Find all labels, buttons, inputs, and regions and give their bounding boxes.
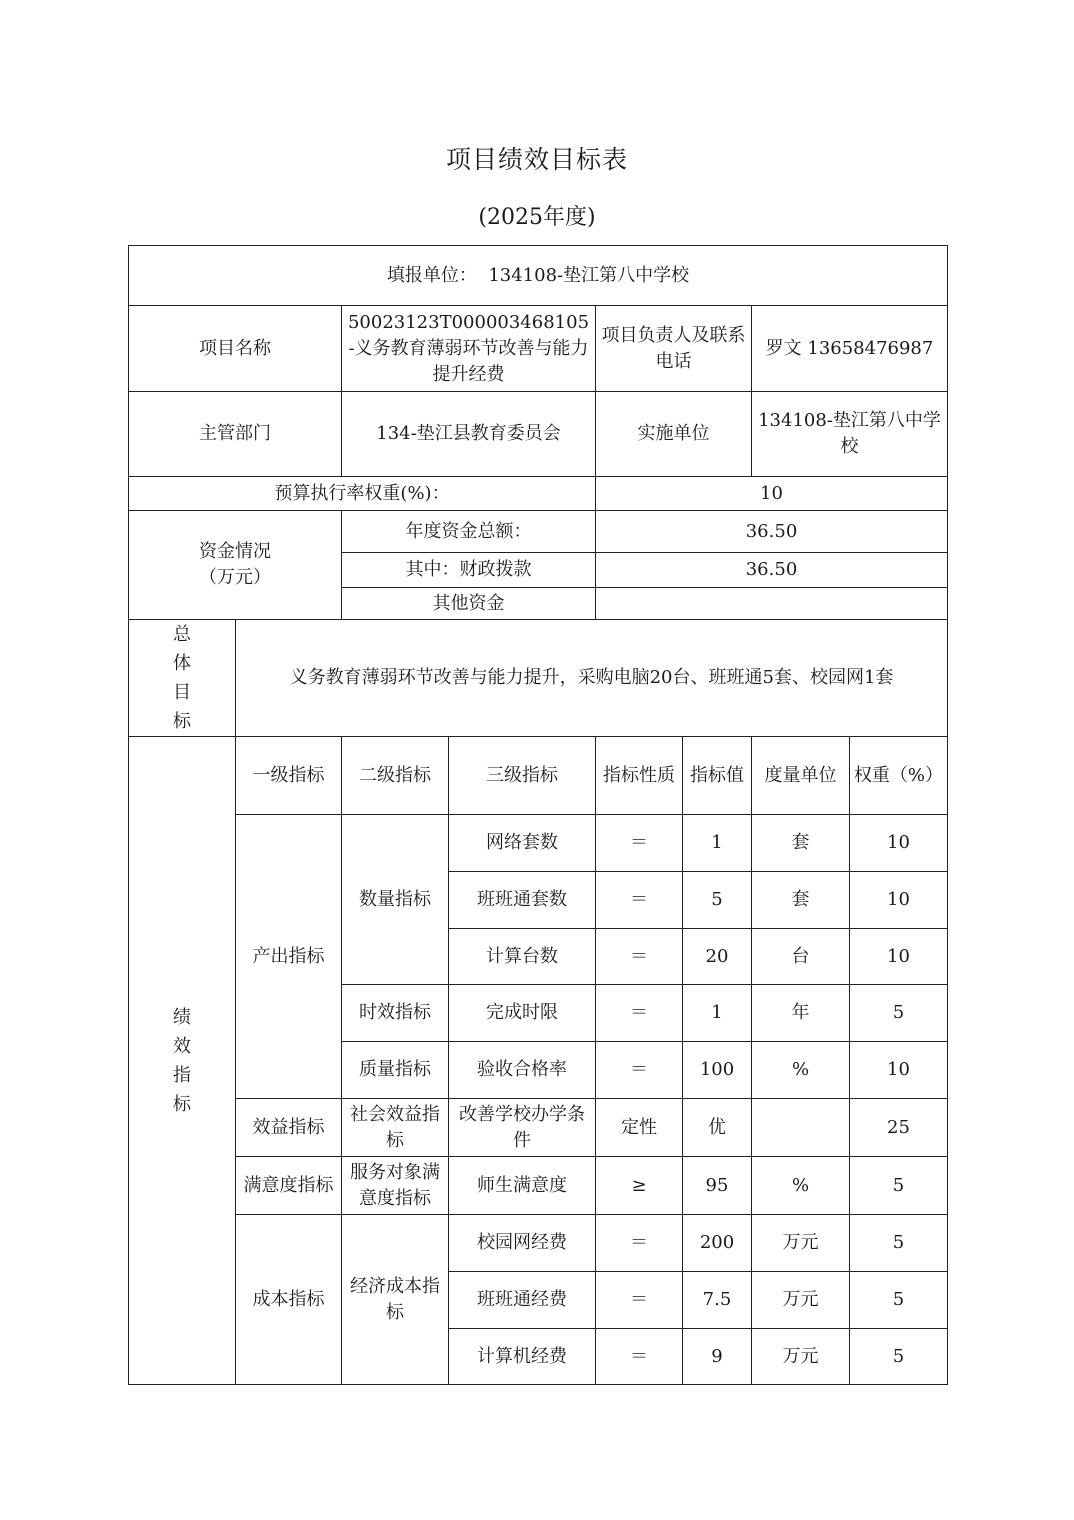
indicator-name: 验收合格率 bbox=[449, 1042, 596, 1099]
indicator-value: 优 bbox=[683, 1099, 752, 1157]
header-level1: 一级指标 bbox=[236, 737, 342, 815]
overall-goal-label-text: 总体目标 bbox=[173, 624, 191, 732]
header-level3: 三级指标 bbox=[449, 737, 596, 815]
indicator-weight: 5 bbox=[850, 985, 948, 1042]
indicator-weight: 5 bbox=[850, 1272, 948, 1329]
funds-fiscal-label: 其中：财政拨款 bbox=[342, 553, 596, 588]
indicator-nature: ＝ bbox=[596, 929, 683, 985]
indicator-value: 7.5 bbox=[683, 1272, 752, 1329]
indicator-name: 计算台数 bbox=[449, 929, 596, 985]
indicator-unit: 套 bbox=[752, 872, 850, 929]
indicator-weight: 5 bbox=[850, 1329, 948, 1385]
group-economic-cost: 经济成本指标 bbox=[342, 1215, 449, 1385]
group-benefit: 效益指标 bbox=[236, 1099, 342, 1157]
header-value: 指标值 bbox=[683, 737, 752, 815]
group-quantity: 数量指标 bbox=[342, 815, 449, 985]
indicator-unit: 万元 bbox=[752, 1215, 850, 1272]
group-quality: 质量指标 bbox=[342, 1042, 449, 1099]
indicator-weight: 10 bbox=[850, 929, 948, 985]
indicator-nature: ＝ bbox=[596, 1215, 683, 1272]
indicator-value: 9 bbox=[683, 1329, 752, 1385]
indicator-value: 1 bbox=[683, 985, 752, 1042]
indicator-unit: 台 bbox=[752, 929, 850, 985]
group-timeliness: 时效指标 bbox=[342, 985, 449, 1042]
budget-rate-value: 10 bbox=[596, 477, 948, 511]
indicator-nature: ＝ bbox=[596, 872, 683, 929]
header-level2: 二级指标 bbox=[342, 737, 449, 815]
indicator-value: 95 bbox=[683, 1157, 752, 1215]
funds-other-value bbox=[596, 588, 948, 620]
implementing-unit-label: 实施单位 bbox=[596, 392, 752, 477]
indicator-weight: 10 bbox=[850, 1042, 948, 1099]
indicator-value: 5 bbox=[683, 872, 752, 929]
indicator-name: 班班通套数 bbox=[449, 872, 596, 929]
indicator-unit: 万元 bbox=[752, 1329, 850, 1385]
indicator-name: 改善学校办学条件 bbox=[449, 1099, 596, 1157]
funds-label bbox=[129, 511, 342, 620]
performance-goal-table bbox=[128, 245, 948, 1385]
indicator-value: 1 bbox=[683, 815, 752, 872]
group-cost: 成本指标 bbox=[236, 1215, 342, 1385]
funds-total-label: 年度资金总额： bbox=[342, 511, 596, 553]
group-social-benefit: 社会效益指标 bbox=[342, 1099, 449, 1157]
header-unit: 度量单位 bbox=[752, 737, 850, 815]
indicator-unit: 年 bbox=[752, 985, 850, 1042]
reporting-unit-cell bbox=[129, 246, 948, 306]
funds-label-line2: （万元） bbox=[199, 567, 271, 588]
contact-label: 项目负责人及联系电话 bbox=[596, 306, 752, 392]
indicator-unit: 套 bbox=[752, 815, 850, 872]
funds-fiscal-value: 36.50 bbox=[596, 553, 948, 588]
budget-rate-label: 预算执行率权重(%)： bbox=[129, 477, 596, 511]
funds-total-value: 36.50 bbox=[596, 511, 948, 553]
indicator-nature: ＝ bbox=[596, 985, 683, 1042]
funds-label-line1: 资金情况 bbox=[199, 541, 271, 562]
group-service-satisfaction: 服务对象满意度指标 bbox=[342, 1157, 449, 1215]
indicator-name: 计算机经费 bbox=[449, 1329, 596, 1385]
indicator-name: 师生满意度 bbox=[449, 1157, 596, 1215]
document-subtitle: (2025年度) bbox=[478, 205, 596, 230]
implementing-unit-value: 134108-垫江第八中学校 bbox=[752, 392, 948, 477]
indicator-value: 100 bbox=[683, 1042, 752, 1099]
contact-value: 罗文 13658476987 bbox=[752, 306, 948, 392]
project-name-value: 50023123T000003468105-义务教育薄弱环节改善与能力提升经费 bbox=[342, 306, 596, 392]
indicator-name: 网络套数 bbox=[449, 815, 596, 872]
indicator-unit: % bbox=[752, 1157, 850, 1215]
indicator-nature: ＝ bbox=[596, 1329, 683, 1385]
indicator-weight: 25 bbox=[850, 1099, 948, 1157]
overall-goal-label bbox=[129, 620, 236, 737]
indicator-name: 校园网经费 bbox=[449, 1215, 596, 1272]
reporting-unit-value: 134108-垫江第八中学校 bbox=[488, 264, 690, 286]
indicator-nature: ＝ bbox=[596, 815, 683, 872]
department-label: 主管部门 bbox=[129, 392, 342, 477]
funds-other-label: 其他资金 bbox=[342, 588, 596, 620]
group-satisfaction: 满意度指标 bbox=[236, 1157, 342, 1215]
reporting-unit-label: 填报单位： bbox=[386, 264, 477, 286]
group-output: 产出指标 bbox=[236, 815, 342, 1099]
indicator-name: 班班通经费 bbox=[449, 1272, 596, 1329]
indicator-unit bbox=[752, 1099, 850, 1157]
indicator-nature: ＝ bbox=[596, 1042, 683, 1099]
performance-indicators-label bbox=[129, 737, 236, 1385]
indicator-nature: ＝ bbox=[596, 1272, 683, 1329]
indicator-weight: 5 bbox=[850, 1157, 948, 1215]
indicator-name: 完成时限 bbox=[449, 985, 596, 1042]
indicator-weight: 10 bbox=[850, 815, 948, 872]
indicator-nature: ≥ bbox=[596, 1157, 683, 1215]
indicator-weight: 5 bbox=[850, 1215, 948, 1272]
indicator-nature: 定性 bbox=[596, 1099, 683, 1157]
indicator-value: 200 bbox=[683, 1215, 752, 1272]
indicator-unit: 万元 bbox=[752, 1272, 850, 1329]
overall-goal-text: 义务教育薄弱环节改善与能力提升，采购电脑20台、班班通5套、校园网1套 bbox=[236, 620, 948, 737]
department-value: 134-垫江县教育委员会 bbox=[342, 392, 596, 477]
project-name-label: 项目名称 bbox=[129, 306, 342, 392]
indicator-unit: % bbox=[752, 1042, 850, 1099]
header-nature: 指标性质 bbox=[596, 737, 683, 815]
indicator-value: 20 bbox=[683, 929, 752, 985]
performance-indicators-label-text: 绩效指标 bbox=[173, 1006, 191, 1115]
indicator-weight: 10 bbox=[850, 872, 948, 929]
header-weight: 权重（%） bbox=[850, 737, 948, 815]
document-title: 项目绩效目标表 bbox=[445, 145, 628, 174]
